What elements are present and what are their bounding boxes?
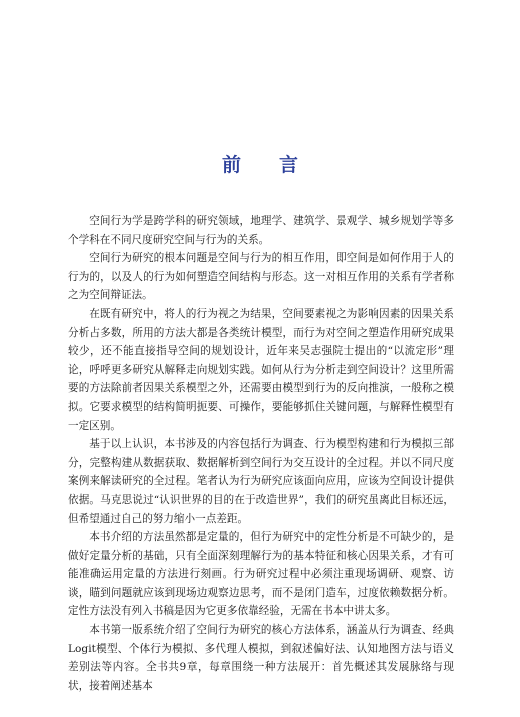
paragraph-3: 在既有研究中，将人的行为视之为结果，空间要素视之为影响因素的因果关系分析占多数，所用的方法大都是各类统计模型，而行为对空间之塑造作用研究成果较少，还不能直接指导空间的规划设计，近年来吴志强院士提出的“以流定形”理论，呼呼更多研究从解释走向规划实践。如何从行为分析走到空间设计？这里所需要的方法除前者因果关系模型之外，还需要由模型到行为的反向推演，一般称之模拟。它要求模型的结构简明扼要、可操作，要能够抓住关键问题，与解释性模型有一定区别。 <box>68 307 454 432</box>
title-char-1: 前 <box>221 154 241 176</box>
paragraph-5: 本书介绍的方法虽然都是定量的，但行为研究中的定性分析是不可缺少的，是做好定量分析的基础，只有全面深刻理解行为的基本特征和核心因果关系，才有可能准确运用定量的方法进行刻画。行为研究过程中必须注重现场调研、观察、访谈，瞄到问题就应该到现场边观察边思考，而不是闭门造车，过度依赖数据分析。定性方法没有列入书稿是因为它更多依靠经验，无需在书本中讲太多。 <box>68 531 454 618</box>
paragraph-1: 空间行为学是跨学科的研究领域，地理学、建筑学、景观学、城乡规划学等多个学科在不同尺度研究空间与行为的关系。 <box>68 215 454 246</box>
paragraph-4: 基于以上认识，本书涉及的内容包括行为调查、行为模型构建和行为模拟三部分，完整构建从数据获取、数据解析到空间行为交互设计的全过程。并以不同尺度案例来解读研究的全过程。笔者认为行为研究应该面向应用，应该为空间设计提供依据。马克思说过“认识世界的目的在于改造世界”，我们的研究虽离此目标还远，但希望通过自己的努力缩小一点差距。 <box>68 438 454 525</box>
page-title <box>0 150 520 177</box>
paragraph-6: 本书第一版系统介绍了空间行为研究的核心方法体系，涵盖从行为调查、经典Logit模型、个体行为模拟、多代理人模拟，到叙述偏好法、认知地图方法与语义差别法等内容。全书共9章，每章围绕一种方法展开：首先概述其发展脉络与现状，接着阐述基本 <box>68 624 454 692</box>
paragraph-2: 空间行为研究的根本问题是空间与行为的相互作用，即空间是如何作用于人的行为的，以及人的行为如何塑造空间结构与形态。这一对相互作用的关系有学者称之为空间辩证法。 <box>68 252 454 302</box>
title-char-2: 言 <box>279 154 299 176</box>
body-text <box>68 212 454 695</box>
